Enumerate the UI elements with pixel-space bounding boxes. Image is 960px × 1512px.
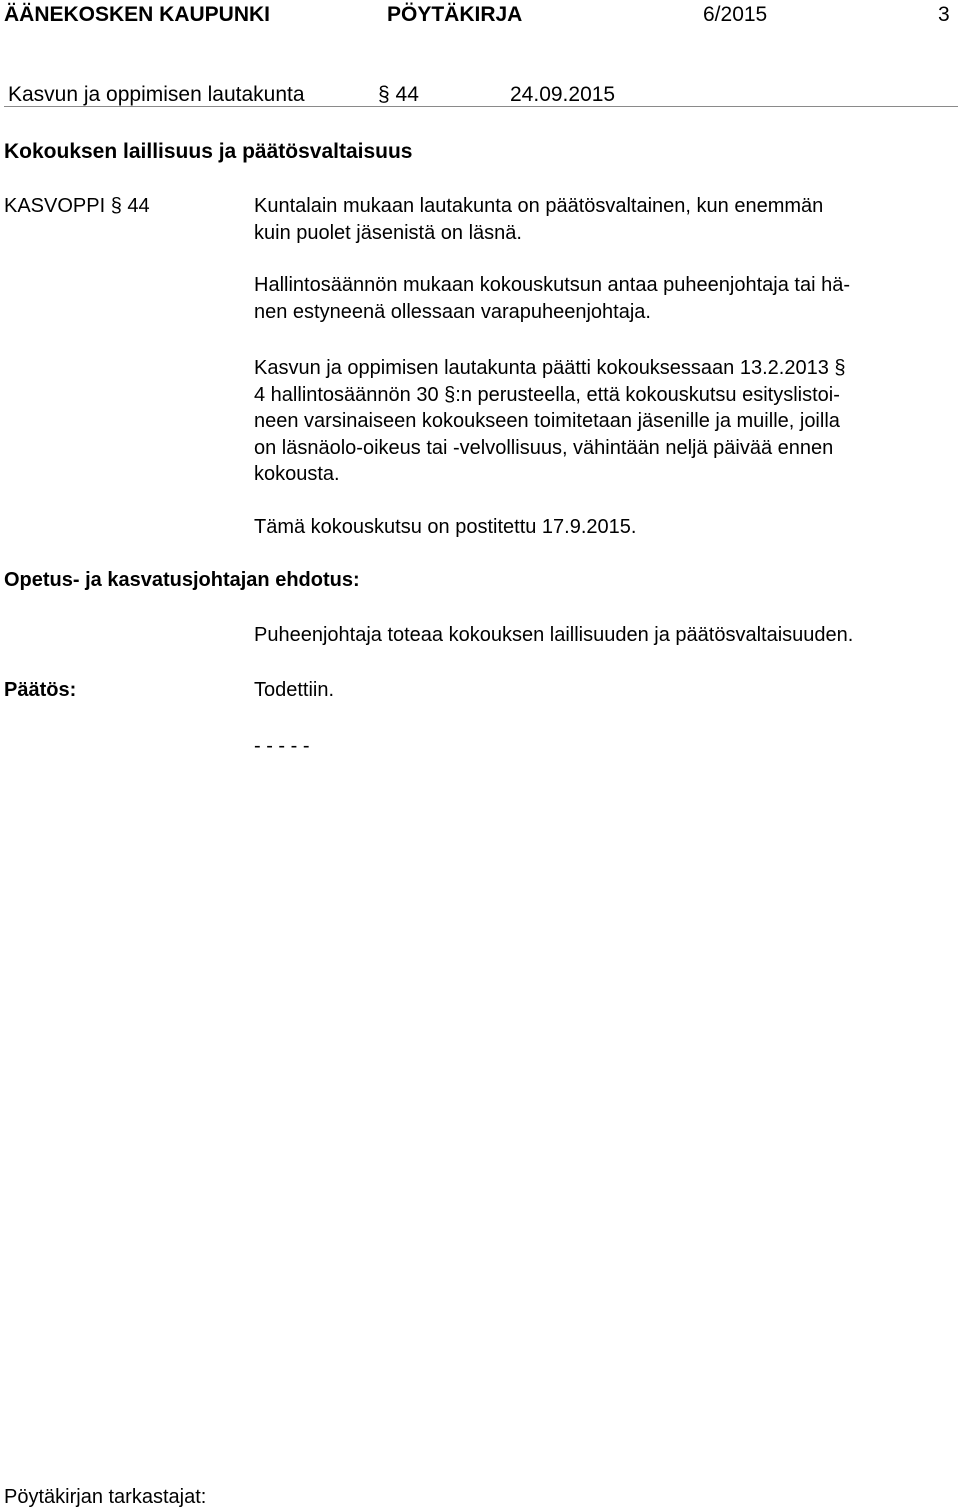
text-line: Kuntalain mukaan lautakunta on päätösvaltainen, kun enemmän (254, 195, 824, 217)
case-id: KASVOPPI § 44 (4, 195, 150, 217)
organization-name: ÄÄNEKOSKEN KAUPUNKI (4, 3, 271, 26)
text-line: kuin puolet jäsenistä on läsnä. (254, 221, 522, 244)
text-line: 4 hallintosäännön 30 §:n perusteella, että kokouskutsu esityslistoi- (254, 383, 840, 406)
text-line: neen varsinaiseen kokoukseen toimitetaan jäsenille ja muille, joilla (254, 410, 840, 432)
paragraph-invitation (254, 272, 944, 325)
page-title: Kokouksen laillisuus ja päätösvaltaisuus (4, 140, 413, 163)
section-number: § 44 (378, 83, 419, 106)
paragraph-quorum (254, 193, 944, 246)
committee-name: Kasvun ja oppimisen lautakunta (8, 83, 305, 106)
minutes-checkers-label: Pöytäkirjan tarkastajat: (4, 1486, 207, 1508)
section-separator: - - - - - (254, 735, 310, 757)
header-divider (4, 106, 958, 107)
paragraph-posted (254, 514, 944, 541)
document-type: PÖYTÄKIRJA (387, 3, 523, 26)
text-line: kokousta. (254, 463, 340, 485)
document-number: 6/2015 (703, 3, 768, 26)
text-line: Hallintosäännön mukaan kokouskutsun antaa puheenjohtaja tai hä- (254, 274, 850, 296)
decision-text: Todettiin. (254, 679, 335, 701)
proposal-label: Opetus- ja kasvatusjohtajan ehdotus: (4, 569, 360, 591)
page-number: 3 (938, 3, 950, 26)
proposal-text: Puheenjohtaja toteaa kokouksen laillisuuden ja päätösvaltaisuuden. (254, 624, 854, 646)
text-line: Tämä kokouskutsu on postitettu 17.9.2015. (254, 516, 637, 538)
meeting-date: 24.09.2015 (510, 83, 616, 106)
decision-label: Päätös: (4, 679, 77, 701)
text-line: on läsnäolo-oikeus tai -velvollisuus, vähintään neljä päivää ennen (254, 436, 834, 459)
paragraph-delivery (254, 355, 944, 488)
text-line: nen estyneenä ollessaan varapuheenjohtaja. (254, 300, 651, 323)
text-line: Kasvun ja oppimisen lautakunta päätti kokouksessaan 13.2.2013 § (254, 357, 846, 379)
